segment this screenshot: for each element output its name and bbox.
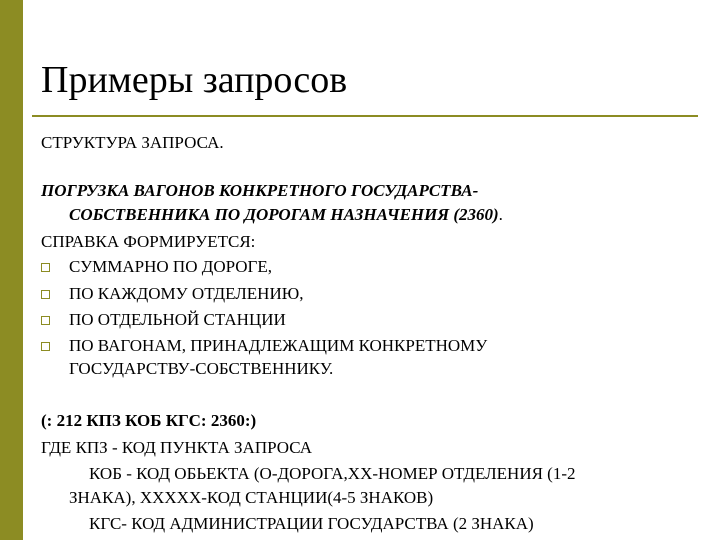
query-name-period: . [498,205,503,224]
bullet-item-3: ПО ОТДЕЛЬНОЙ СТАНЦИИ [69,310,286,329]
bullet-marker-icon [41,342,50,351]
kob-line1: КОБ - КОД ОБЬЕКТА (О-ДОРОГА,ХХ-НОМЕР ОТДЕЛЕНИЯ (1-2 [89,464,576,483]
where-line: ГДЕ КПЗ - КОД ПУНКТА ЗАПРОСА [41,438,313,457]
report-intro: СПРАВКА ФОРМИРУЕТСЯ: [41,232,256,251]
page-title: Примеры запросов [41,59,348,101]
query-name-line1: ПОГРУЗКА ВАГОНОВ КОНКРЕТНОГО ГОСУДАРСТВА- [41,181,479,200]
query-code: (: 212 КПЗ КОБ КГС: 2360:) [41,411,257,430]
bullet-marker-icon [41,263,50,272]
kob-line2: ЗНАКА), ХХХХХ-КОД СТАНЦИИ(4-5 ЗНАКОВ) [69,488,434,507]
bullet-item-2: ПО КАЖДОМУ ОТДЕЛЕНИЮ, [69,284,304,303]
kgs-line: КГС- КОД АДМИНИСТРАЦИИ ГОСУДАРСТВА (2 ЗНАКА) [89,514,534,533]
accent-side-bar [0,0,23,540]
bullet-marker-icon [41,316,50,325]
bullet-item-4: ПО ВАГОНАМ, ПРИНАДЛЕЖАЩИМ КОНКРЕТНОМУ [69,336,488,355]
bullet-item-1: СУММАРНО ПО ДОРОГЕ, [69,257,272,276]
title-divider [32,115,698,117]
bullet-item-4-continuation: ГОСУДАРСТВУ-СОБСТВЕННИКУ. [69,359,334,378]
query-name-line2-text: СОБСТВЕННИКА ПО ДОРОГАМ НАЗНАЧЕНИЯ (2360) [69,205,499,224]
structure-heading: СТРУКТУРА ЗАПРОСА. [41,133,224,152]
bullet-marker-icon [41,290,50,299]
query-name-line2 [69,205,503,224]
